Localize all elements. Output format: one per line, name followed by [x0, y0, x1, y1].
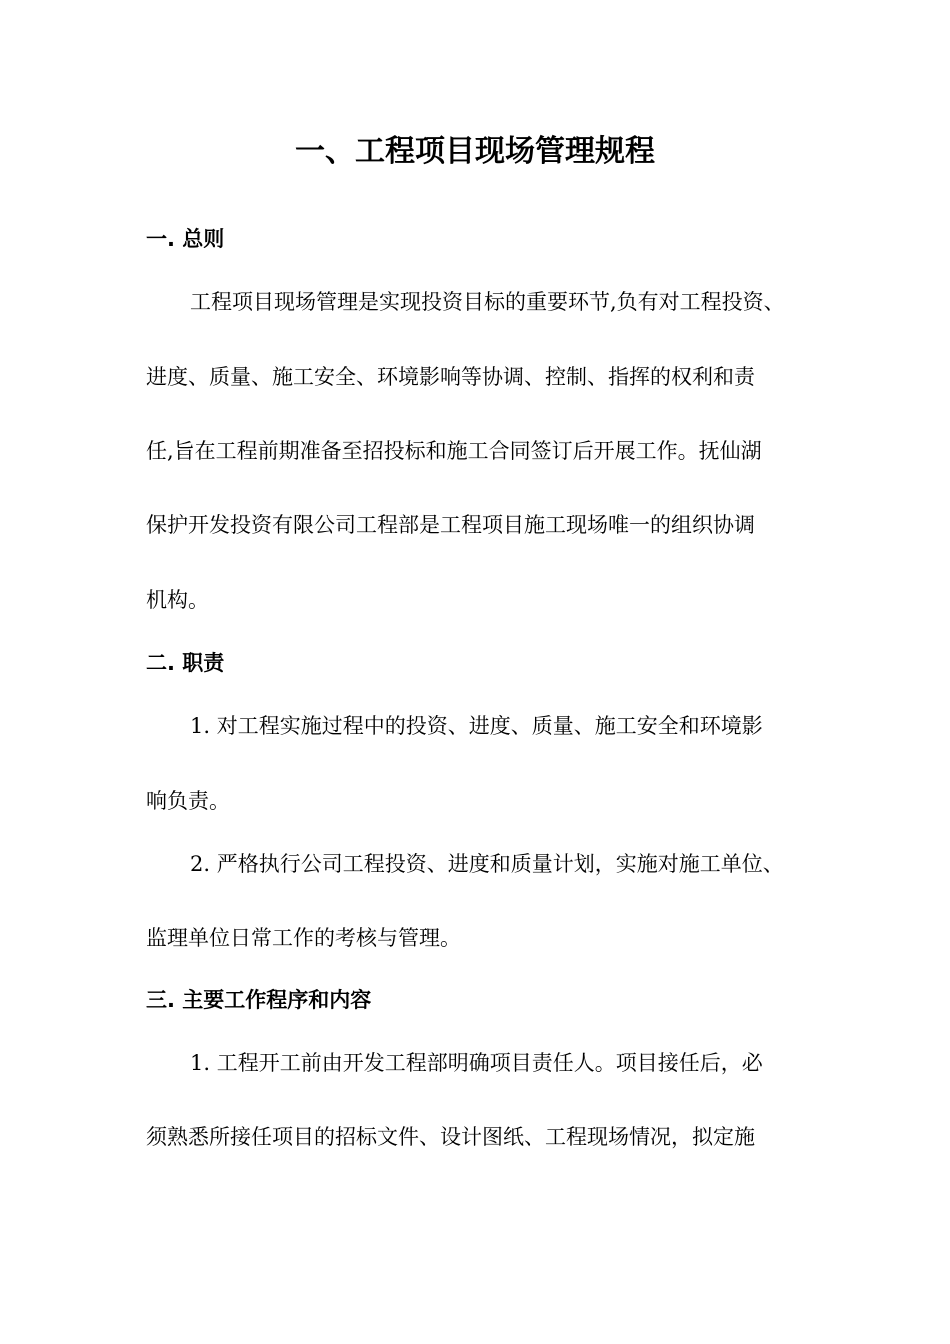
- paragraph-line: 工程项目现场管理是实现投资目标的重要环节,负有对工程投资、: [190, 290, 785, 314]
- paragraph-line: 2. 严格执行公司工程投资、进度和质量计划，实施对施工单位、: [190, 852, 784, 876]
- paragraph-line: 响负责。: [146, 789, 230, 813]
- document-title: 一、工程项目现场管理规程: [295, 134, 655, 169]
- paragraph-line: 1. 对工程实施过程中的投资、进度、质量、施工安全和环境影: [190, 714, 763, 738]
- paragraph-line: 保护开发投资有限公司工程部是工程项目施工现场唯一的组织协调: [146, 513, 755, 537]
- section-heading-duties: 二. 职责: [146, 651, 225, 675]
- paragraph-line: 任,旨在工程前期准备至招投标和施工合同签订后开展工作。抚仙湖: [146, 439, 762, 463]
- paragraph-line: 须熟悉所接任项目的招标文件、设计图纸、工程现场情况，拟定施: [146, 1125, 755, 1149]
- paragraph-line: 机构。: [146, 588, 209, 612]
- section-heading-general: 一. 总则: [146, 227, 225, 251]
- section-heading-procedures: 三. 主要工作程序和内容: [146, 988, 372, 1012]
- paragraph-line: 进度、质量、施工安全、环境影响等协调、控制、指挥的权利和责: [146, 365, 755, 389]
- paragraph-line: 监理单位日常工作的考核与管理。: [146, 926, 461, 950]
- paragraph-line: 1. 工程开工前由开发工程部明确项目责任人。项目接任后，必: [190, 1051, 763, 1075]
